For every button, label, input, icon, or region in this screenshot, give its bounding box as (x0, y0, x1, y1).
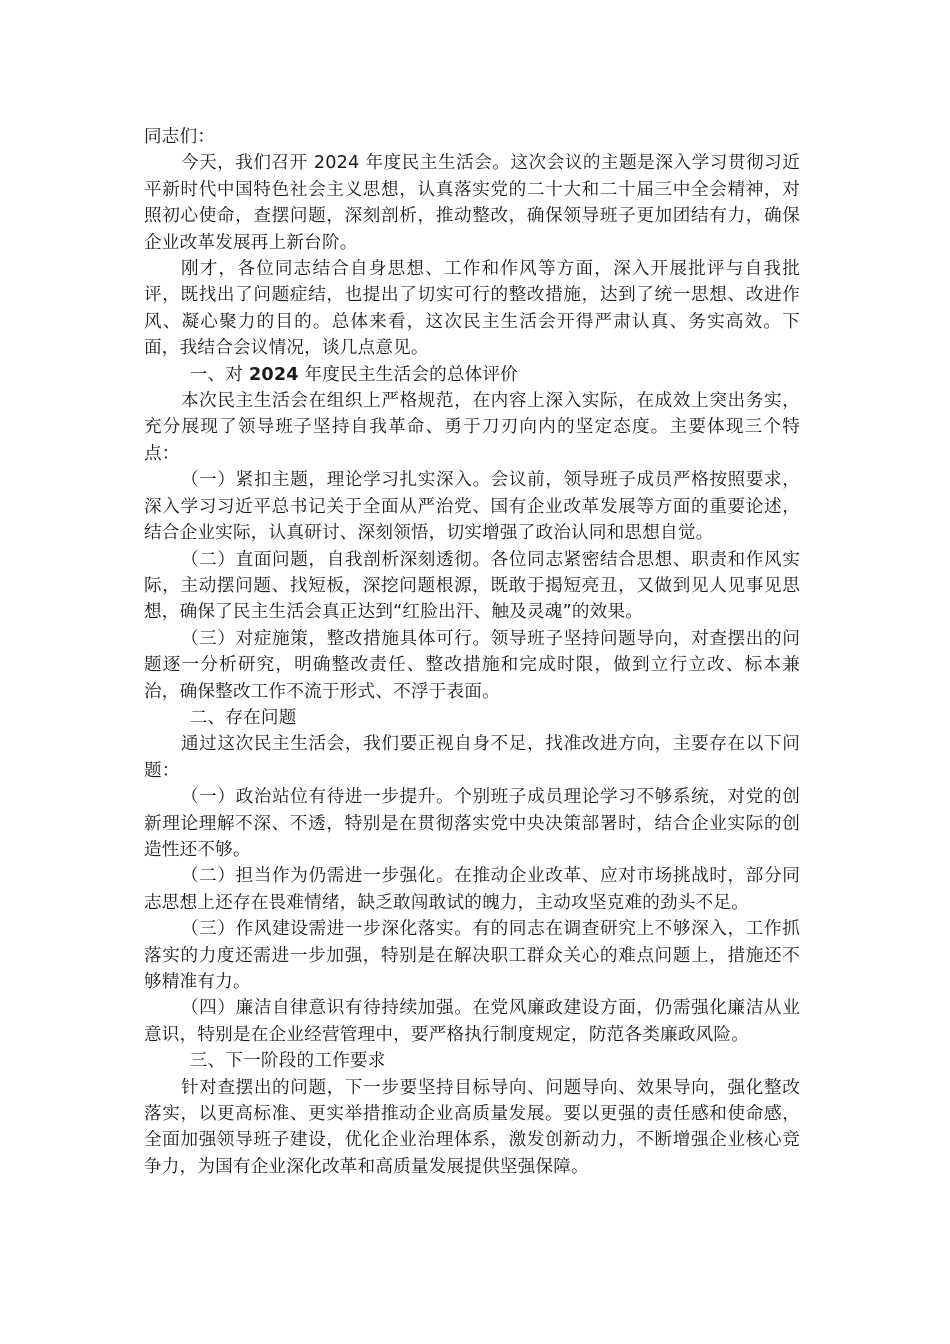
section-3-heading: 三、下一阶段的工作要求 (189, 1051, 386, 1072)
section-1-paragraph: 本次民主生活会在组织上严格规范，在内容上深入实际，在成效上突出务实，充分展现了领导班子坚持自我革命、勇于刀刃向内的坚定态度。主要体现三个特点： (144, 391, 800, 464)
intro-paragraph-1: 今天，我们召开 2024 年度民主生活会。这次会议的主题是深入学习贯彻习近平新时代中国特色社会主义思想，认真落实党的二十大和二十届三中全会精神，对照初心使命，查摆问题，深刻剖析，推动整改，确保领导班子更加团结有力，确保企业改革发展再上新台阶。 (144, 153, 800, 253)
section-1-paragraph: （二）直面问题，自我剖析深刻透彻。各位同志紧密结合思想、职责和作风实际，主动摆问题、找短板，深挖问题根源，既敢于揭短亮丑，又做到见人见事见思想，确保了民主生活会真正达到“红脸出汗、触及灵魂”的效果。 (144, 549, 800, 623)
section-1-heading-year: 2024 (248, 364, 299, 385)
section-1-paragraph: （一）紧扣主题，理论学习扎实深入。会议前，领导班子成员严格按照要求，深入学习习近平总书记关于全面从严治党、国有企业改革发展等方面的重要论述，结合企业实际，认真研讨、深刻领悟，切实增强了政治认同和思想自觉。 (144, 470, 800, 544)
section-2-heading: 二、存在问题 (189, 707, 297, 728)
section-1-heading-suffix: 年度民主生活会的总体评价 (298, 364, 519, 385)
section-2-paragraph: （三）作风建设需进一步深化落实。有的同志在调查研究上不够深入，工作抓落实的力度还需进一步加强，特别是在解决职工群众关心的难点问题上，措施还不够精准有力。 (144, 919, 800, 992)
intro-paragraph-2: 刚才，各位同志结合自身思想、工作和作风等方面，深入开展批评与自我批评，既找出了问题症结，也提出了切实可行的整改措施，达到了统一思想、改进作风、凝心聚力的目的。总体来看，这次民主生活会开得严肃认真、务实高效。下面，我结合会议情况，谈几点意见。 (144, 259, 800, 359)
section-2-paragraph: 通过这次民主生活会，我们要正视自身不足，找准改进方向，主要存在以下问题： (144, 734, 800, 781)
document-page (144, 124, 800, 1180)
section-1-paragraph: （三）对症施策，整改措施具体可行。领导班子坚持问题导向，对查摆出的问题逐一分析研究，明确整改责任、整改措施和完成时限，做到立行立改、标本兼治，确保整改工作不流于形式、不浮于表面。 (144, 628, 800, 702)
section-1-heading-prefix: 一、对 (189, 364, 249, 385)
section-2-paragraph: （四）廉洁自律意识有待持续加强。在党风廉政建设方面，仍需强化廉洁从业意识，特别是在企业经营管理中，要严格执行制度规定，防范各类廉政风险。 (144, 998, 800, 1045)
salutation: 同志们： (144, 127, 216, 147)
section-3-paragraph: 针对查摆出的问题，下一步要坚持目标导向、问题导向、效果导向，强化整改落实，以更高标准、更实举措推动企业高质量发展。要以更强的责任感和使命感，全面加强领导班子建设，优化企业治理体系，激发创新动力，不断增强企业核心竞争力，为国有企业深化改革和高质量发展提供坚强保障。 (144, 1077, 800, 1177)
section-1-heading (144, 362, 800, 388)
section-2-paragraph: （二）担当作为仍需进一步强化。在推动企业改革、应对市场挑战时，部分同志思想上还存在畏难情绪，缺乏敢闯敢试的魄力，主动攻坚克难的劲头不足。 (144, 866, 800, 913)
section-2-paragraph: （一）政治站位有待进一步提升。个别班子成员理论学习不够系统，对党的创新理论理解不深、不透，特别是在贯彻落实党中央决策部署时，结合企业实际的创造性还不够。 (144, 787, 800, 860)
